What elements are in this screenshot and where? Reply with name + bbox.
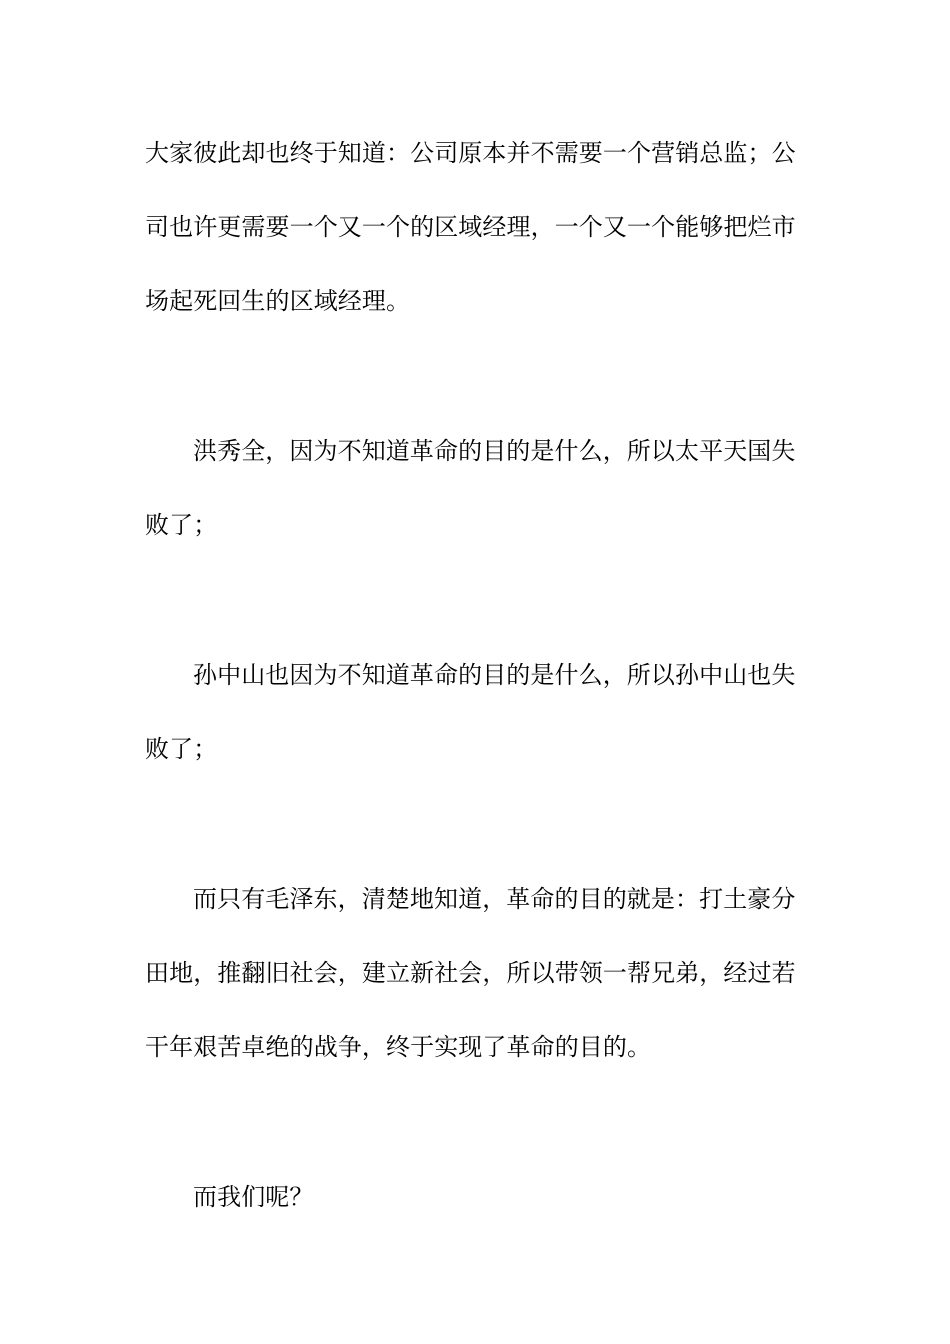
paragraph-line: 败了； bbox=[145, 511, 218, 539]
paragraph-line: 田地，推翻旧社会，建立新社会，所以带领一帮兄弟，经过若 bbox=[145, 959, 796, 987]
paragraph-line: 孙中山也因为不知道革命的目的是什么，所以孙中山也失 bbox=[193, 661, 796, 689]
paragraph-line: 而只有毛泽东，清楚地知道，革命的目的就是：打土豪分 bbox=[193, 885, 796, 913]
paragraph-hong-xiuquan bbox=[145, 414, 805, 562]
paragraph-line: 干年艰苦卓绝的战争，终于实现了革命的目的。 bbox=[145, 1033, 652, 1061]
paragraph-line: 而我们呢？ bbox=[193, 1183, 314, 1211]
paragraph-line: 洪秀全，因为不知道革命的目的是什么，所以太平天国失 bbox=[193, 437, 796, 465]
paragraph-line: 败了； bbox=[145, 735, 218, 763]
paragraph-line: 场起死回生的区域经理。 bbox=[145, 287, 411, 315]
paragraph-question bbox=[145, 1160, 805, 1234]
paragraph-line: 司也许更需要一个又一个的区域经理，一个又一个能够把烂市 bbox=[145, 213, 796, 241]
paragraph-sun-yatsen bbox=[145, 638, 805, 786]
paragraph-conclusion bbox=[145, 116, 805, 338]
paragraph-mao-zedong bbox=[145, 862, 805, 1084]
paragraph-line: 大家彼此却也终于知道：公司原本并不需要一个营销总监；公 bbox=[145, 139, 796, 167]
